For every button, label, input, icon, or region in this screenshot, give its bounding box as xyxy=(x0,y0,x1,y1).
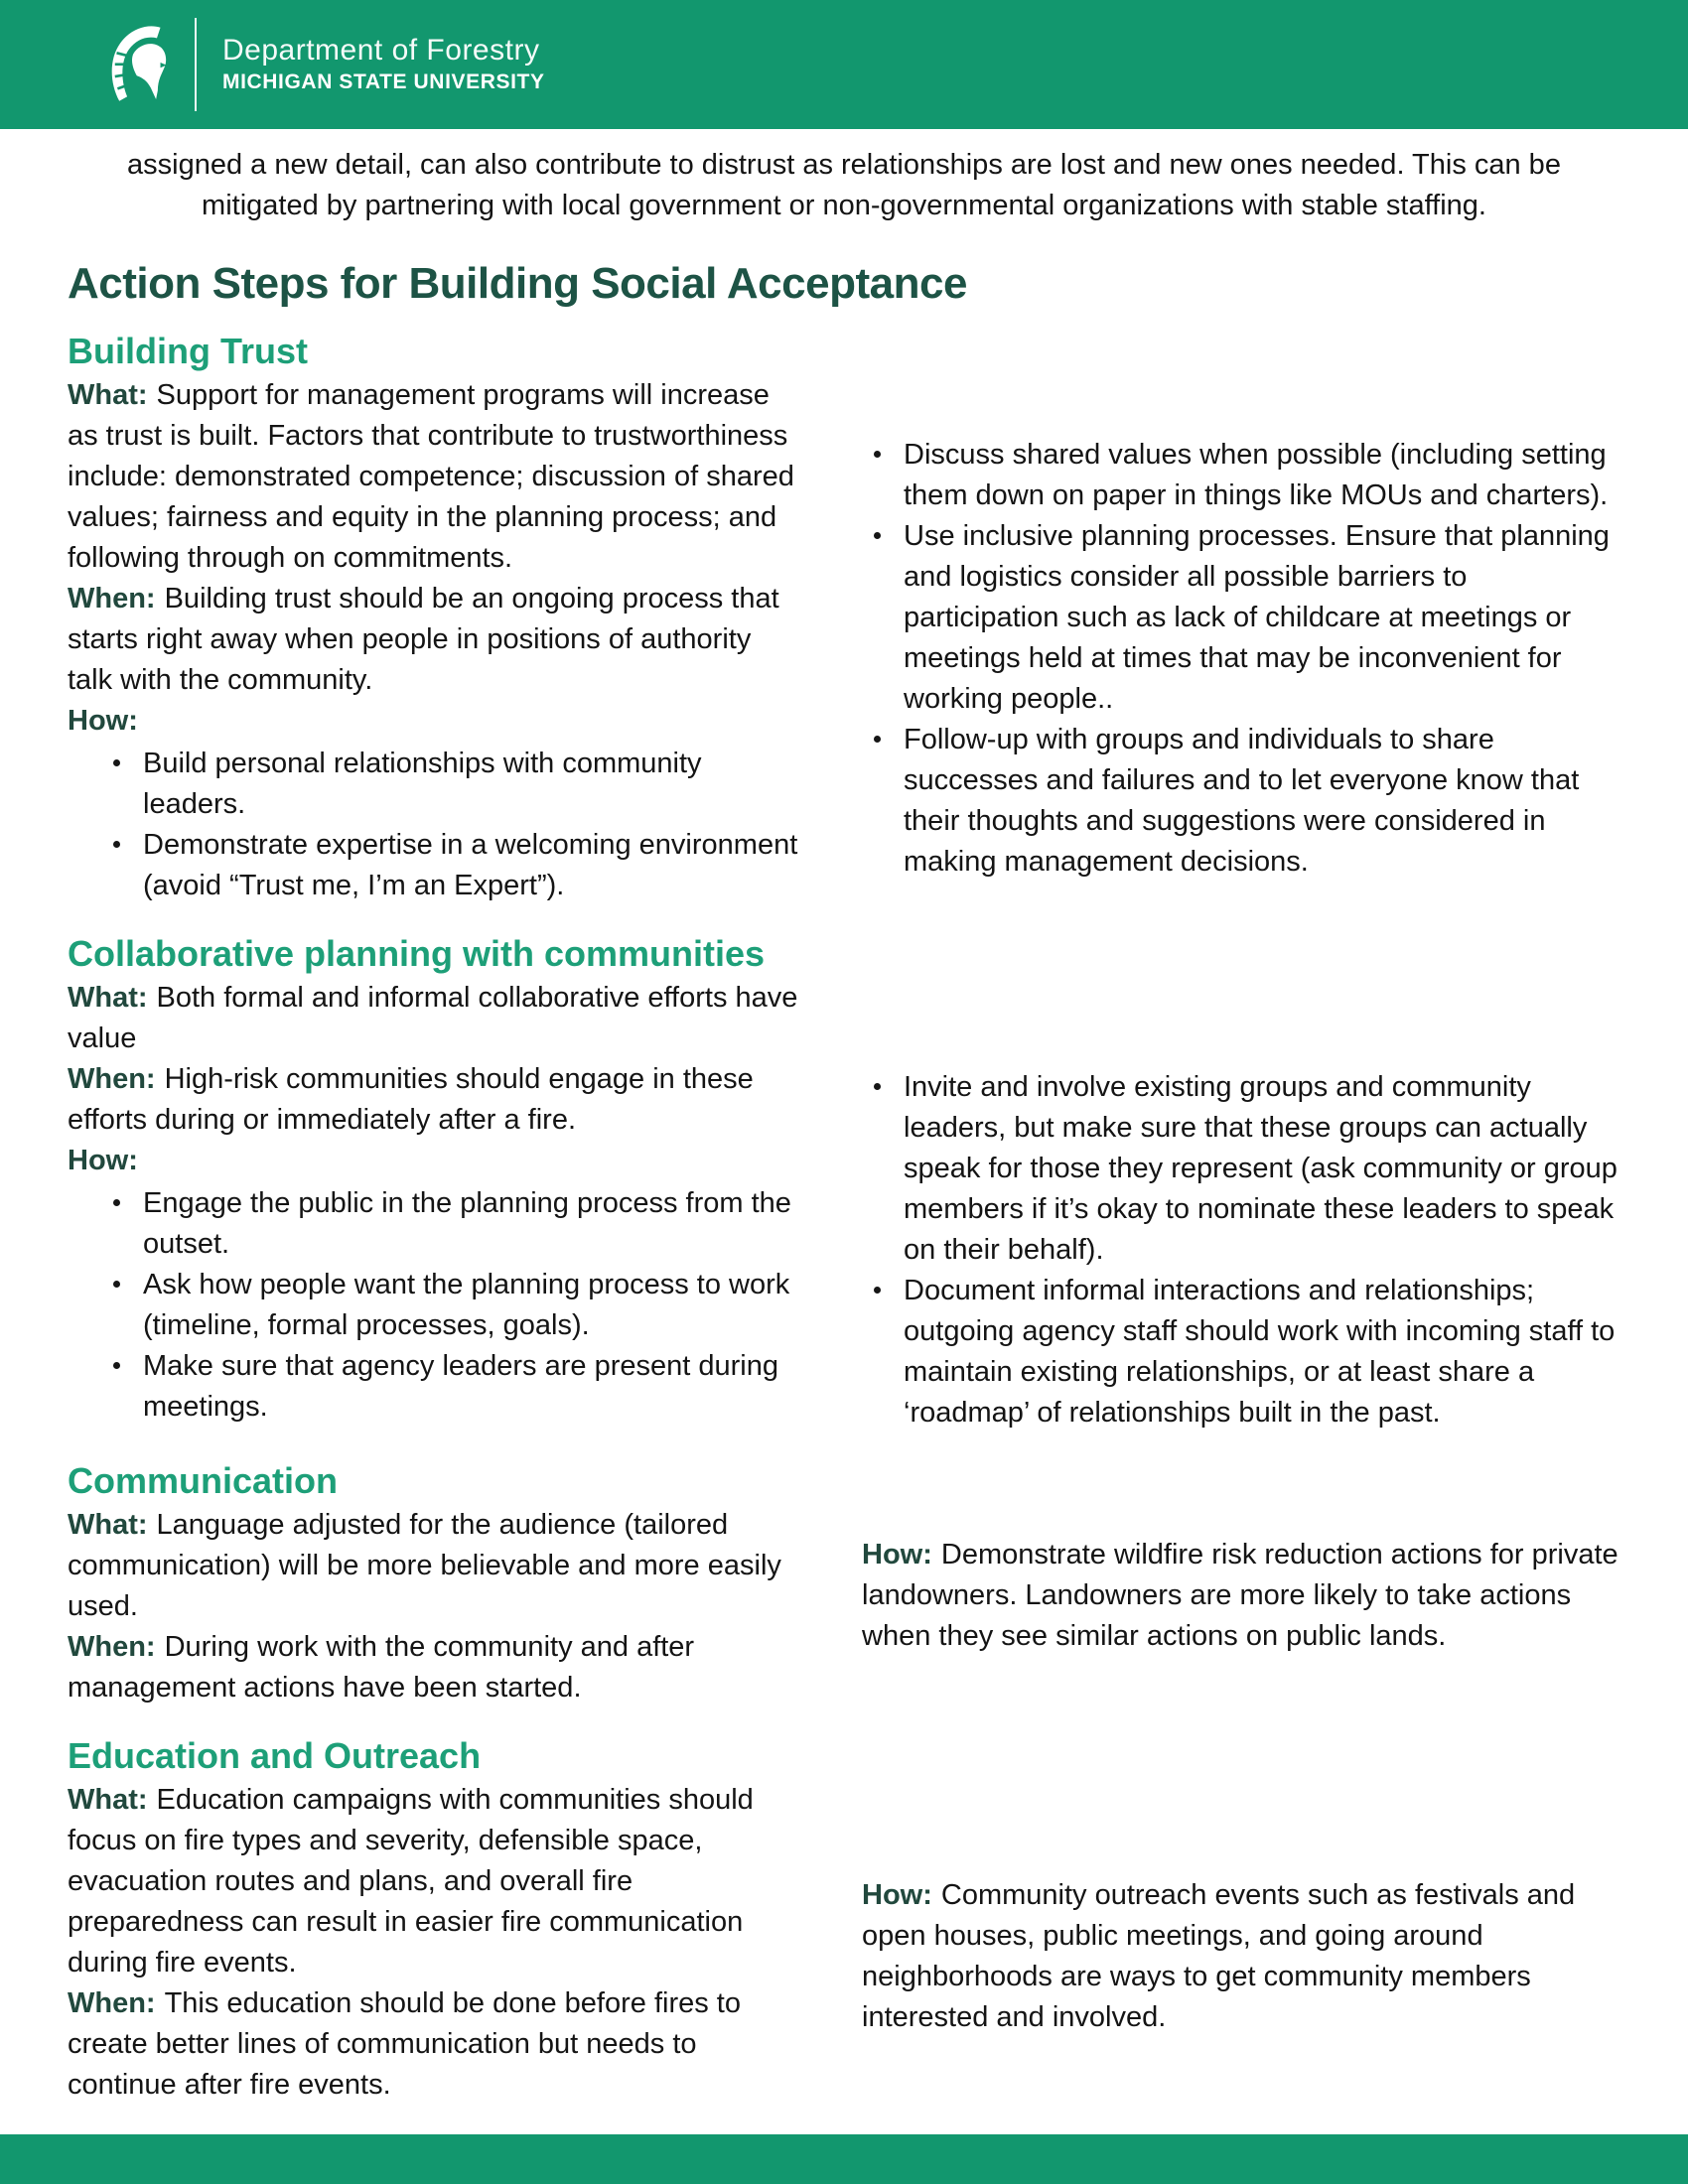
column-left xyxy=(68,978,802,1433)
what-label: What: xyxy=(68,1784,148,1816)
what-text: Education campaigns with communities should focus on fire types and severity, defensible space, evacuation routes and plans, and overall fire preparedness can result in easier fire communication during fire events. xyxy=(68,1784,754,1979)
section-collaborative-planning xyxy=(68,934,1620,1433)
what-paragraph xyxy=(68,978,802,1059)
how-paragraph xyxy=(862,1875,1620,2038)
how-bullet-list-left xyxy=(68,744,802,906)
bullet-item: Discuss shared values when possible (including setting them down on paper in things like MOUs and charters). xyxy=(874,435,1620,516)
when-paragraph xyxy=(68,1627,802,1708)
what-paragraph xyxy=(68,1780,802,1983)
logo-divider xyxy=(195,18,197,111)
when-paragraph xyxy=(68,1059,802,1141)
how-paragraph xyxy=(862,1535,1620,1657)
how-label: How: xyxy=(862,1879,932,1911)
section-education-outreach xyxy=(68,1736,1620,2106)
university-name: MICHIGAN STATE UNIVERSITY xyxy=(222,70,545,93)
logo-text xyxy=(222,33,545,96)
section-title-education-outreach: Education and Outreach xyxy=(68,1735,482,1776)
bullet-item: Follow-up with groups and individuals to share successes and failures and to let everyone know that their thoughts and suggestions were considered in making management decisions. xyxy=(874,720,1620,883)
when-text: High-risk communities should engage in these efforts during or immediately after a fire. xyxy=(68,1063,754,1136)
intro-paragraph: assigned a new detail, can also contribute to distrust as relationships are lost and new ones needed. This can be mitigated by partnering with local government or non-governmental organizations with stable staffing. xyxy=(127,149,1561,221)
how-label: How: xyxy=(68,1145,138,1176)
how-paragraph xyxy=(68,1141,802,1181)
what-label: What: xyxy=(68,379,148,411)
bullet-item: Demonstrate expertise in a welcoming environment (avoid “Trust me, I’m an Expert”). xyxy=(113,825,802,906)
bullet-item: Ask how people want the planning process to work (timeline, formal processes, goals). xyxy=(113,1265,802,1346)
when-text: During work with the community and after management actions have been started. xyxy=(68,1631,695,1704)
header-bar xyxy=(0,0,1688,129)
when-paragraph xyxy=(68,1983,802,2106)
when-label: When: xyxy=(68,583,156,614)
section-building-trust xyxy=(68,332,1620,906)
how-bullet-list-left xyxy=(68,1183,802,1428)
what-label: What: xyxy=(68,1509,148,1541)
bullet-item: Document informal interactions and relationships; outgoing agency staff should work with incoming staff to maintain existing relationships, or at least share a ‘roadmap’ of relationships built in the past. xyxy=(874,1271,1620,1433)
bullet-item: Make sure that agency leaders are present during meetings. xyxy=(113,1346,802,1428)
column-right xyxy=(862,1875,1620,2106)
page-title: Action Steps for Building Social Acceptance xyxy=(68,259,967,308)
section-communication xyxy=(68,1461,1620,1708)
section-title-building-trust: Building Trust xyxy=(68,331,308,371)
column-left xyxy=(68,1505,802,1708)
column-right xyxy=(862,1535,1620,1708)
bullet-item: Use inclusive planning processes. Ensure that planning and logistics consider all possible barriers to participation such as lack of childcare at meetings or meetings held at times that may be inconvenient for working people.. xyxy=(874,516,1620,720)
how-label: How: xyxy=(68,705,138,737)
column-right xyxy=(862,433,1620,906)
when-label: When: xyxy=(68,1063,156,1095)
when-text: Building trust should be an ongoing process that starts right away when people in positions of authority talk with the community. xyxy=(68,583,779,696)
spartan-helmet-icon xyxy=(103,19,167,111)
section-title-communication: Communication xyxy=(68,1460,339,1501)
department-name: Department of Forestry xyxy=(222,34,540,67)
document-body xyxy=(0,260,1688,2106)
what-text: Both formal and informal collaborative efforts have value xyxy=(68,982,798,1054)
how-text: Demonstrate wildfire risk reduction actions for private landowners. Landowners are more likely to take actions when they see similar actions on public lands. xyxy=(862,1539,1618,1652)
what-paragraph xyxy=(68,375,802,579)
what-label: What: xyxy=(68,982,148,1014)
how-label: How: xyxy=(862,1539,932,1570)
when-label: When: xyxy=(68,1631,156,1663)
column-right xyxy=(862,1065,1620,1433)
column-left xyxy=(68,375,802,906)
what-text: Language adjusted for the audience (tailored communication) will be more believable and more easily used. xyxy=(68,1509,781,1622)
when-text: This education should be done before fires to create better lines of communication but needs to continue after fire events. xyxy=(68,1987,741,2101)
how-text: Community outreach events such as festivals and open houses, public meetings, and going around neighborhoods are ways to get community members interested and involved. xyxy=(862,1879,1576,2033)
bullet-item: Build personal relationships with community leaders. xyxy=(113,744,802,825)
column-left xyxy=(68,1780,802,2106)
what-paragraph xyxy=(68,1505,802,1627)
msu-logo xyxy=(103,18,545,111)
when-paragraph xyxy=(68,579,802,701)
how-bullet-list-right xyxy=(862,435,1620,883)
footer-bar xyxy=(0,2134,1688,2184)
bullet-item: Invite and involve existing groups and community leaders, but make sure that these groups can actually speak for those they represent (ask community or group members if it’s okay to nominate these leaders to speak on their behalf). xyxy=(874,1067,1620,1271)
how-paragraph xyxy=(68,701,802,742)
when-label: When: xyxy=(68,1987,156,2019)
how-bullet-list-right xyxy=(862,1067,1620,1433)
what-text: Support for management programs will increase as trust is built. Factors that contribute to trustworthiness include: demonstrated competence; discussion of shared values; fairness and equity in the planning process; and following through on commitments. xyxy=(68,379,794,574)
bullet-item: Engage the public in the planning process from the outset. xyxy=(113,1183,802,1265)
section-title-collaborative-planning: Collaborative planning with communities xyxy=(68,933,766,974)
